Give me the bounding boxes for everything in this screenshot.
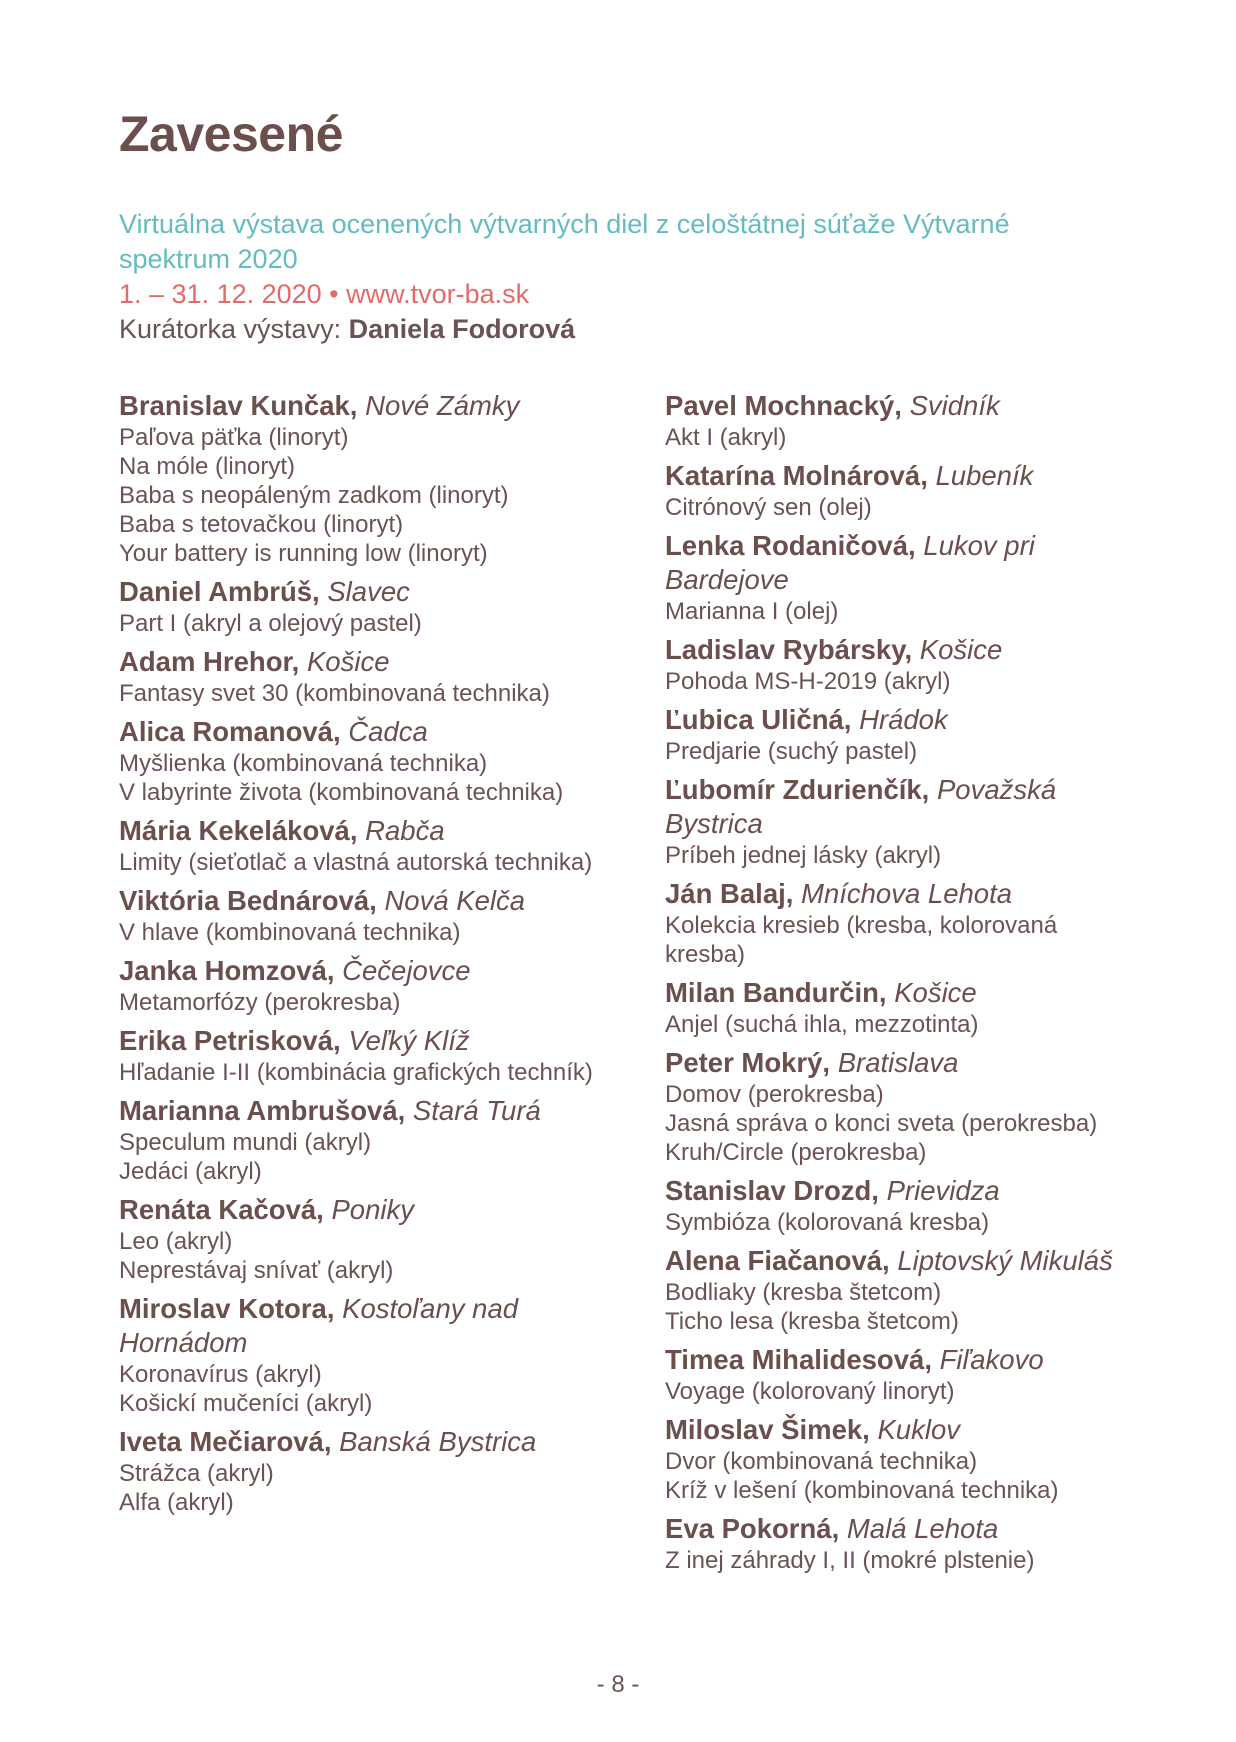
artwork-item: Limity (sieťotlač a vlastná autorská technika) [119,849,593,876]
artwork-item: Na móle (linoryt) [119,453,296,480]
artist-entry [119,1094,639,1186]
artwork-item: Koronavírus (akryl) [119,1361,322,1388]
artist-name: Alena Fiačanová, [665,1245,890,1276]
artist-place: Nová Kelča [384,885,526,916]
artwork-item: Paľova päťka (linoryt) [119,424,349,451]
artist-heading [119,645,639,679]
artist-heading [665,773,1135,841]
artist-place: Čečejovce [342,955,471,986]
artist-name: Viktória Bednárová, [119,885,377,916]
artist-heading [665,976,1135,1010]
artist-name: Eva Pokorná, [665,1513,840,1544]
artist-heading [665,877,1135,911]
artist-place: Lubeník [935,460,1034,491]
artwork-item: Leo (akryl) [119,1228,233,1255]
artwork-item: Pohoda MS-H-2019 (akryl) [665,668,951,695]
artist-heading [665,389,1135,423]
artist-place: Považská Bystrica [665,774,1057,839]
artwork-item: Jasná správa o konci sveta (perokresba) [665,1110,1098,1137]
artwork-item: Príbeh jednej lásky (akryl) [665,842,942,869]
artist-name: Stanislav Drozd, [665,1175,879,1206]
artist-name: Adam Hrehor, [119,646,300,677]
artwork-item: Kríž v lešení (kombinovaná technika) [665,1477,1059,1504]
artist-name: Katarína Molnárová, [665,460,928,491]
artwork-item: Myšlienka (kombinovaná technika) [119,750,488,777]
exhibition-subtitle: Virtuálna výstava ocenených výtvarných diel z celoštátnej súťaže Výtvarné spektrum 2020 [119,209,1010,274]
exhibition-dates: 1. – 31. 12. 2020 • www.tvor-ba.sk [119,279,530,309]
artist-place: Košice [919,634,1003,665]
artwork-item: Z inej záhrady I, II (mokré plstenie) [665,1547,1035,1574]
artist-name: Timea Mihalidesová, [665,1344,932,1375]
artist-heading [119,715,639,749]
artist-name: Miroslav Kotora, [119,1293,335,1324]
artist-entry [665,773,1135,870]
artist-entry [119,1193,639,1285]
artwork-item: Anjel (suchá ihla, mezzotinta) [665,1011,979,1038]
artist-heading [665,1343,1135,1377]
artwork-item: Your battery is running low (linoryt) [119,540,488,567]
artist-name: Marianna Ambrušová, [119,1095,406,1126]
artwork-item: Metamorfózy (perokresba) [119,989,401,1016]
artist-entry [119,814,639,877]
artist-entry [119,645,639,708]
artist-entry [119,389,639,568]
artist-entry [665,877,1135,969]
artwork-item: Kruh/Circle (perokresba) [665,1139,927,1166]
artist-place: Čadca [348,716,428,747]
artist-name: Lenka Rodaničová, [665,530,916,561]
artist-place: Mníchova Lehota [801,878,1013,909]
artist-name: Ladislav Rybársky, [665,634,913,665]
artist-entry [119,1425,639,1517]
exhibition-intro [119,207,1119,347]
artist-heading [119,575,639,609]
artist-place: Kostoľany nad Hornádom [119,1293,519,1358]
artwork-item: Marianna I (olej) [665,598,839,625]
artist-place: Slavec [327,576,410,607]
artist-name: Peter Mokrý, [665,1047,831,1078]
artist-name: Daniel Ambrúš, [119,576,320,607]
artist-entry [665,1512,1135,1575]
artist-entry [119,884,639,947]
artist-name: Iveta Mečiarová, [119,1426,332,1457]
artist-entry [665,976,1135,1039]
page-number: - 8 - [596,1671,640,1698]
artist-entry [665,1174,1135,1237]
artwork-item: Fantasy svet 30 (kombinovaná technika) [119,680,550,707]
artist-place: Stará Turá [412,1095,541,1126]
artist-entry [119,1024,639,1087]
artist-heading [665,1413,1135,1447]
artwork-item: Neprestávaj snívať (akryl) [119,1257,394,1284]
artwork-item: Jedáci (akryl) [119,1158,262,1185]
artwork-item: Symbióza (kolorovaná kresba) [665,1209,990,1236]
artist-name: Miloslav Šimek, [665,1414,870,1445]
artist-place: Poniky [331,1194,415,1225]
artist-heading [119,884,639,918]
artists-column-right [665,389,1135,1582]
artist-place: Fiľakovo [939,1344,1044,1375]
artist-entry [119,575,639,638]
artwork-item: Predjarie (suchý pastel) [665,738,918,765]
page-title: Zavesené [119,106,343,162]
artist-heading [665,1046,1135,1080]
artwork-item: Akt I (akryl) [665,424,787,451]
artwork-item: Citrónový sen (olej) [665,494,872,521]
artist-name: Erika Petrisková, [119,1025,341,1056]
artwork-item: Domov (perokresba) [665,1081,884,1108]
artist-heading [665,1244,1135,1278]
artist-place: Svidník [909,390,1000,421]
artist-entry [665,529,1135,626]
artist-place: Veľký Klíž [348,1025,470,1056]
artist-place: Prievidza [886,1175,1000,1206]
artwork-item: Hľadanie I-II (kombinácia grafických techník) [119,1059,593,1086]
artwork-item: V hlave (kombinovaná technika) [119,919,461,946]
artist-heading [665,703,1135,737]
artist-place: Bratislava [837,1047,959,1078]
artist-entry [665,1343,1135,1406]
artist-entry [119,715,639,807]
artist-entry [665,459,1135,522]
artist-place: Nové Zámky [365,390,520,421]
artist-name: Renáta Kačová, [119,1194,324,1225]
artist-place: Liptovský Mikuláš [897,1245,1113,1276]
artwork-item: Speculum mundi (akryl) [119,1129,372,1156]
artist-entry [665,1413,1135,1505]
curator-label: Kurátorka výstavy: [119,314,342,344]
artwork-item: Baba s tetovačkou (linoryt) [119,511,404,538]
artists-column-left [119,389,639,1524]
artist-entry [665,1244,1135,1336]
artist-heading [119,1292,639,1360]
artist-place: Košice [306,646,390,677]
curator-line [119,312,1119,347]
artist-entry [119,1292,639,1418]
artist-entry [665,633,1135,696]
artwork-item: Dvor (kombinovaná technika) [665,1448,978,1475]
artist-name: Ľubica Uličná, [665,704,852,735]
artwork-item: Voyage (kolorovaný linoryt) [665,1378,955,1405]
artist-entry [665,1046,1135,1167]
artist-name: Alica Romanová, [119,716,341,747]
artist-entry [665,703,1135,766]
artist-name: Ján Balaj, [665,878,794,909]
artist-heading [119,954,639,988]
artist-heading [665,459,1135,493]
artwork-item: Strážca (akryl) [119,1460,274,1487]
artist-heading [119,1193,639,1227]
artwork-item: Košickí mučeníci (akryl) [119,1390,373,1417]
artist-place: Malá Lehota [846,1513,999,1544]
artist-heading [119,1425,639,1459]
artist-heading [665,529,1135,597]
artwork-item: Bodliaky (kresba štetcom) [665,1279,942,1306]
artist-heading [119,814,639,848]
artwork-item: Part I (akryl a olejový pastel) [119,610,422,637]
artist-heading [665,1174,1135,1208]
curator-name: Daniela Fodorová [348,314,576,344]
artist-name: Mária Kekeláková, [119,815,358,846]
artist-heading [119,1094,639,1128]
artwork-item: Kolekcia kresieb (kresba, kolorovaná kresba) [665,912,1058,968]
artwork-item: Alfa (akryl) [119,1489,234,1516]
artist-name: Pavel Mochnacký, [665,390,902,421]
artist-place: Košice [894,977,977,1008]
artist-heading [119,389,639,423]
artist-name: Janka Homzová, [119,955,335,986]
artwork-item: V labyrinte života (kombinovaná technika) [119,779,564,806]
artist-place: Banská Bystrica [339,1426,537,1457]
artist-name: Branislav Kunčak, [119,390,358,421]
artist-entry [665,389,1135,452]
artwork-item: Ticho lesa (kresba štetcom) [665,1308,959,1335]
artist-heading [119,1024,639,1058]
artist-place: Rabča [365,815,445,846]
artist-place: Kuklov [877,1414,961,1445]
artist-place: Lukov pri Bardejove [665,530,1035,595]
artist-name: Ľubomír Zdurienčík, [665,774,930,805]
artist-name: Milan Bandurčin, [665,977,887,1008]
artist-heading [665,633,1135,667]
artwork-item: Baba s neopáleným zadkom (linoryt) [119,482,509,509]
artist-heading [665,1512,1135,1546]
artist-entry [119,954,639,1017]
artist-place: Hrádok [859,704,948,735]
